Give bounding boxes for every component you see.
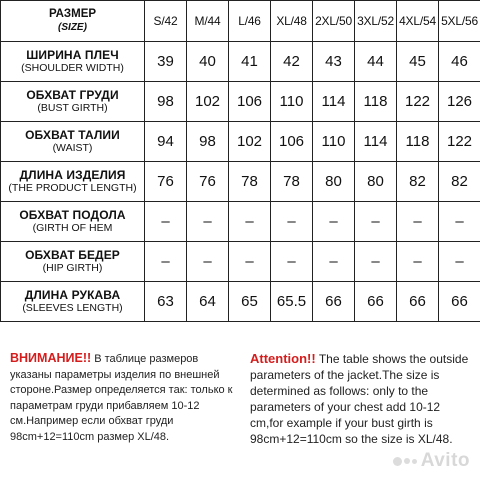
table-cell: 41 — [229, 42, 271, 82]
note-english — [250, 351, 475, 447]
note-ru-text: В таблице размеров указаны параметры изделия по внешней стороне.Размер определяется так: только к параметрам груди прибавляем 10-12 см.Например если обхват груди 98cm+12=110cm размер XL/48. — [10, 353, 233, 443]
table-cell: 110 — [313, 122, 355, 162]
size-header-cell: L/46 — [229, 1, 271, 42]
watermark-text: Avito — [420, 450, 470, 471]
table-cell: 118 — [397, 122, 439, 162]
row-label-en: (WAIST) — [52, 142, 93, 154]
table-cell: 39 — [145, 42, 187, 82]
table-cell: 45 — [397, 42, 439, 82]
size-header-cell: XL/48 — [271, 1, 313, 42]
table-cell: 122 — [439, 122, 480, 162]
row-label — [1, 282, 145, 322]
avito-dots-icon — [393, 457, 417, 466]
note-en-text: The table shows the outside parameters of the jacket.The size is determined as follows: only to the parameters of your chest add 10-12 cm,for example if your bust girth is 98cm+12=110cm so the size is XL/48. — [250, 352, 469, 446]
note-en-title: Attention!! — [250, 351, 316, 366]
table-cell: – — [355, 202, 397, 242]
table-cell: 118 — [355, 82, 397, 122]
table-cell: 76 — [187, 162, 229, 202]
header-label-cell — [1, 1, 145, 42]
table-cell: 98 — [187, 122, 229, 162]
row-label — [1, 82, 145, 122]
table-cell: 66 — [439, 282, 480, 322]
table-cell: – — [355, 242, 397, 282]
row-label-en: (HIP GIRTH) — [42, 262, 103, 274]
table-row-hip-girth — [1, 242, 480, 282]
row-label-en: (BUST GIRTH) — [37, 102, 108, 114]
row-label-en: (SLEEVES LENGTH) — [22, 302, 123, 314]
table-cell: 64 — [187, 282, 229, 322]
table-row-hem-girth — [1, 202, 480, 242]
table-cell: 63 — [145, 282, 187, 322]
size-header-cell: M/44 — [187, 1, 229, 42]
size-header-cell: 4XL/54 — [397, 1, 439, 42]
table-cell: – — [397, 202, 439, 242]
table-cell: 40 — [187, 42, 229, 82]
table-cell: 43 — [313, 42, 355, 82]
header-title: РАЗМЕР — [48, 8, 97, 20]
size-header-cell: S/42 — [145, 1, 187, 42]
row-label — [1, 122, 145, 162]
table-cell: 82 — [439, 162, 480, 202]
table-cell: – — [229, 202, 271, 242]
table-cell: – — [439, 242, 480, 282]
row-label-ru: ОБХВАТ ПОДОЛА — [19, 208, 126, 222]
watermark — [393, 450, 470, 472]
row-label-en: (THE PRODUCT LENGTH) — [8, 182, 137, 194]
table-cell: 78 — [271, 162, 313, 202]
table-cell: 110 — [271, 82, 313, 122]
table-cell: 66 — [313, 282, 355, 322]
note-ru-title: ВНИМАНИЕ!! — [10, 351, 92, 365]
table-cell: 44 — [355, 42, 397, 82]
table-cell: 126 — [439, 82, 480, 122]
table-cell: 114 — [355, 122, 397, 162]
table-cell: – — [271, 202, 313, 242]
row-label-ru: ДЛИНА РУКАВА — [24, 288, 121, 302]
table-cell: – — [313, 202, 355, 242]
row-label-ru: ОБХВАТ ГРУДИ — [26, 88, 119, 102]
table-cell: – — [271, 242, 313, 282]
table-cell: – — [145, 202, 187, 242]
table-cell: – — [187, 202, 229, 242]
table-cell: 66 — [355, 282, 397, 322]
row-label-ru: ОБХВАТ ТАЛИИ — [25, 128, 120, 142]
table-cell: 78 — [229, 162, 271, 202]
table-cell: – — [439, 202, 480, 242]
table-row-bust-girth — [1, 82, 480, 122]
table-cell: 98 — [145, 82, 187, 122]
row-label — [1, 42, 145, 82]
table-cell: – — [187, 242, 229, 282]
table-cell: 65.5 — [271, 282, 313, 322]
table-row-sleeve-length — [1, 282, 480, 322]
table-row-product-length — [1, 162, 480, 202]
table-cell: 66 — [397, 282, 439, 322]
table-cell: 82 — [397, 162, 439, 202]
row-label — [1, 162, 145, 202]
table-cell: 102 — [187, 82, 229, 122]
table-cell: – — [397, 242, 439, 282]
size-header-cell: 3XL/52 — [355, 1, 397, 42]
table-cell: 106 — [271, 122, 313, 162]
table-cell: 114 — [313, 82, 355, 122]
table-row-waist — [1, 122, 480, 162]
table-cell: 76 — [145, 162, 187, 202]
size-header-cell: 2XL/50 — [313, 1, 355, 42]
table-cell: 80 — [313, 162, 355, 202]
size-header-row — [1, 1, 480, 42]
table-cell: 102 — [229, 122, 271, 162]
row-label-en: (GIRTH OF HEM — [32, 222, 113, 234]
table-row-shoulder-width — [1, 42, 480, 82]
header-subtitle: (SIZE) — [58, 22, 87, 33]
table-cell: – — [313, 242, 355, 282]
table-cell: 65 — [229, 282, 271, 322]
table-cell: 80 — [355, 162, 397, 202]
table-cell: – — [229, 242, 271, 282]
table-cell: 122 — [397, 82, 439, 122]
row-label-en: (SHOULDER WIDTH) — [21, 62, 124, 74]
row-label-ru: ДЛИНА ИЗДЕЛИЯ — [19, 168, 126, 182]
row-label-ru: ШИРИНА ПЛЕЧ — [26, 48, 119, 62]
table-cell: 42 — [271, 42, 313, 82]
table-cell: 94 — [145, 122, 187, 162]
table-cell: 46 — [439, 42, 480, 82]
row-label-ru: ОБХВАТ БЕДЕР — [25, 248, 120, 262]
row-label — [1, 202, 145, 242]
table-cell: – — [145, 242, 187, 282]
table-cell: 106 — [229, 82, 271, 122]
row-label — [1, 242, 145, 282]
size-header-cell: 5XL/56 — [439, 1, 480, 42]
note-russian — [10, 351, 238, 445]
